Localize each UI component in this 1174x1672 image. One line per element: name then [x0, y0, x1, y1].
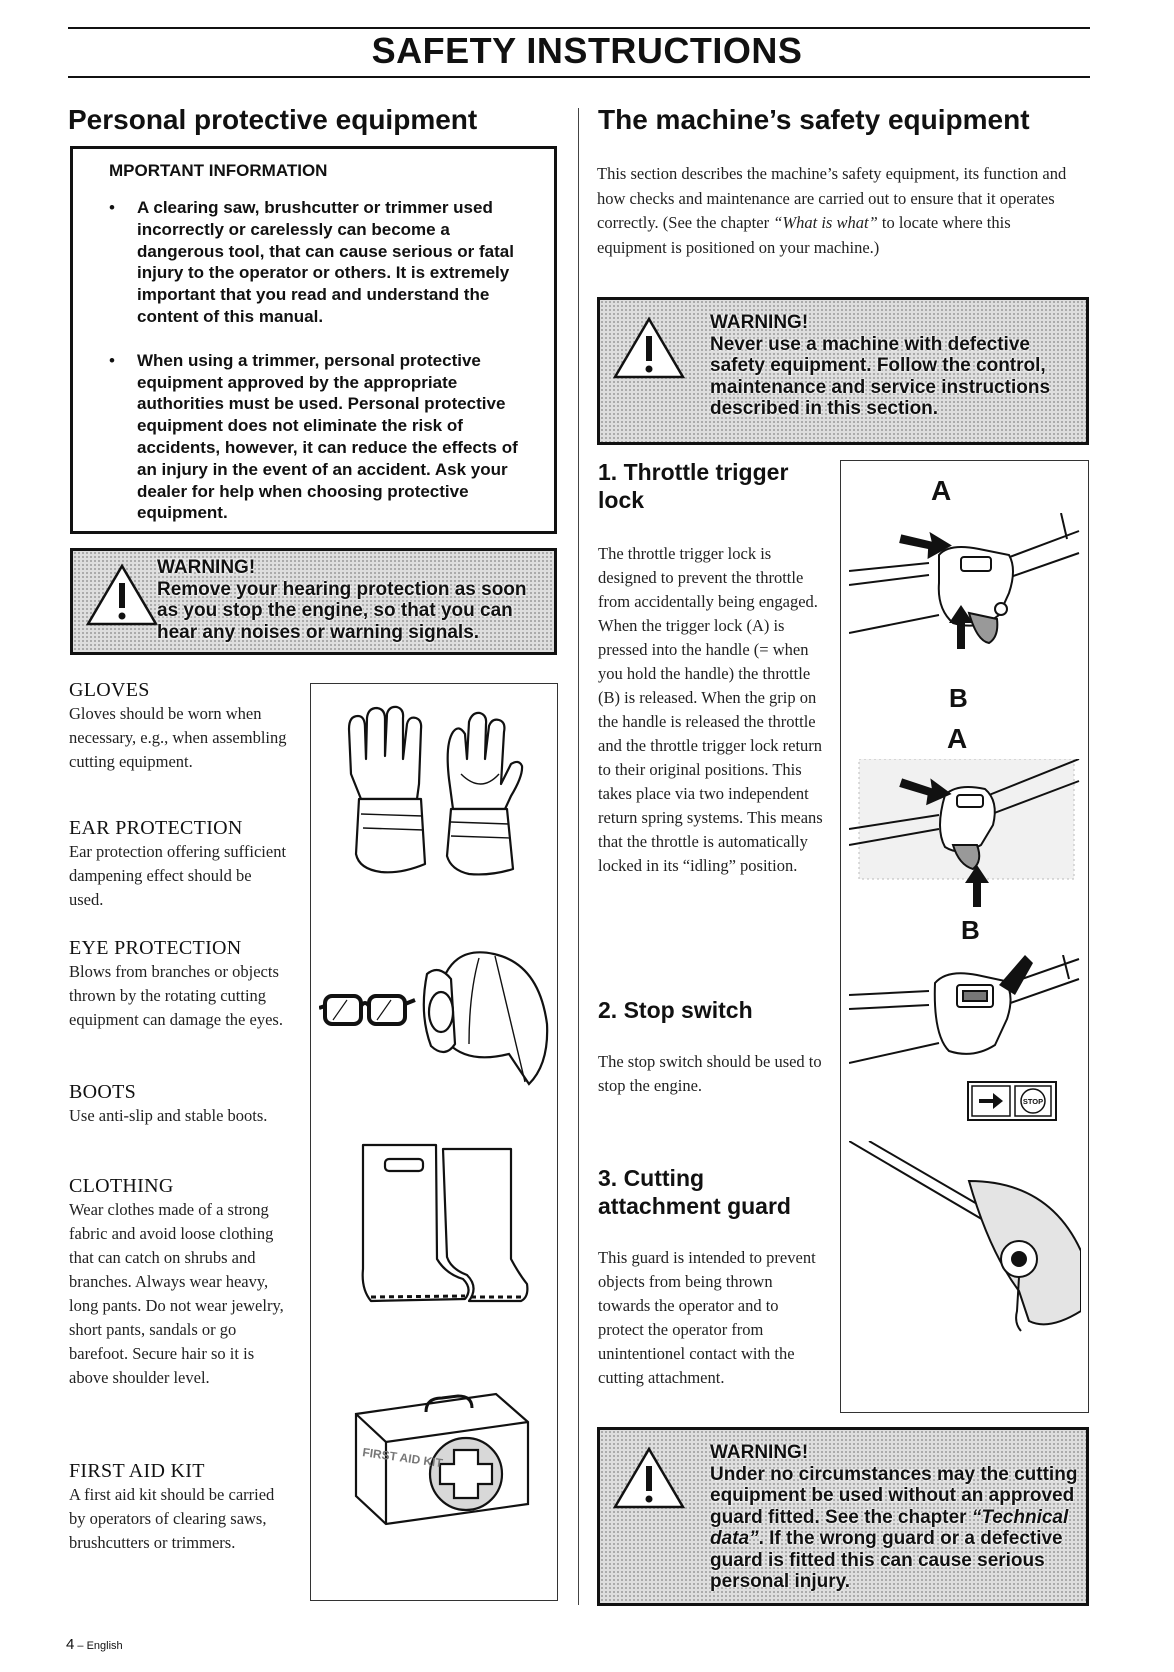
eye-ear-protection-icon	[319, 934, 551, 1099]
ppe-text: Use anti-slip and stable boots.	[69, 1106, 268, 1125]
page-number: 4	[66, 1636, 75, 1653]
boots-icon	[351, 1139, 531, 1309]
important-bullet: • A clearing saw, brushcutter or trimmer used incorrectly or carelessly can become a dangerous tool, that can cause serious or fatal injury to the operator or others. It is extremely important that you read and understand the content of this manual.	[109, 197, 538, 328]
left-heading: Personal protective equipment	[68, 104, 478, 135]
section-throttle-lock-text: The throttle trigger lock is designed to prevent the throttle from accidentally being engaged. When the trigger lock (A) is pressed into the handle (= when you hold the handle) the throttle (B) is released. When the grip on the handle is released the throttle and the throttle trigger lock return to their original positions. This takes place via two independent return spring systems. This means that the throttle is automatically locked in its “idling” position.	[598, 544, 823, 875]
ppe-heading: FIRST AID KIT	[69, 1460, 205, 1482]
ppe-clothing	[69, 1175, 289, 1390]
machine-illustrations-frame	[840, 460, 1089, 1413]
ppe-text: A first aid kit should be carried by operators of clearing saws, brushcutters or trimmers.	[69, 1485, 275, 1552]
section-throttle-lock-heading: 1. Throttle trigger lock	[598, 459, 789, 513]
ppe-text: Ear protection offering sufficient dampening effect should be used.	[69, 842, 287, 909]
header-rule-bottom	[68, 76, 1090, 78]
stop-symbol-icon	[967, 1081, 1057, 1121]
section-guard-heading: 3. Cutting attachment guard	[598, 1165, 791, 1219]
right-heading: The machine’s safety equipment	[598, 104, 1030, 135]
intro-text-end: to locate where this equipment is positioned on your machine.)	[597, 213, 1011, 257]
stop-switch-illustration	[849, 955, 1081, 1085]
header-rule-top	[68, 27, 1090, 29]
page-title: SAFETY INSTRUCTIONS	[371, 30, 803, 71]
intro-chapter-ref: “What is what”	[773, 213, 878, 232]
warning-title: WARNING!	[157, 557, 256, 578]
label-a-top: A	[931, 475, 952, 506]
warning-text-end: . If the wrong guard or a defective guard is fitted this can cause serious personal injury.	[710, 1528, 1063, 1592]
intro-paragraph	[597, 162, 1077, 260]
important-bullet: • When using a trimmer, personal protective equipment approved by the appropriate authorities must be used. Personal protective equipment does not eliminate the risk of accidents, however, it can reduce the effects of an injury in the event of an accident. Ask your dealer for help when choosing protective equipment.	[109, 350, 538, 524]
cutting-guard-illustration	[849, 1141, 1081, 1341]
warning-text	[710, 1464, 1082, 1593]
ppe-ear-protection	[69, 817, 289, 912]
ppe-heading: EAR PROTECTION	[69, 817, 243, 839]
warning-text-start: Under no circumstances may the cutting equipment be used without an approved guard fitted. See the chapter	[710, 1463, 1078, 1528]
ppe-heading: GLOVES	[69, 679, 150, 701]
label-b-top: B	[949, 683, 968, 713]
warning-box-safety-equipment	[597, 297, 1089, 445]
first-aid-kit-icon	[346, 1384, 536, 1534]
throttle-lock-illustration	[849, 513, 1081, 663]
important-info-box	[70, 146, 557, 534]
ppe-illustrations-frame	[310, 683, 558, 1601]
warning-box-cutting-guard	[597, 1427, 1089, 1606]
important-title: MPORTANT INFORMATION	[109, 161, 328, 180]
throttle-pressed-illustration	[849, 759, 1081, 909]
warning-triangle-icon	[612, 316, 686, 380]
ppe-text: Wear clothes made of a strong fabric and avoid loose clothing that can catch on shrubs and branches. Always wear heavy, long pants. Do not wear jewelry, short pants, sandals or go barefoot. Secure hair so it is above shoulder level.	[69, 1200, 284, 1387]
ppe-eye-protection	[69, 937, 289, 1032]
warning-title: WARNING!	[710, 312, 809, 333]
ppe-heading: BOOTS	[69, 1081, 137, 1103]
label-b-middle: B	[961, 915, 980, 945]
first-aid-kit-label: FIRST AID KIT	[361, 1445, 444, 1471]
gloves-icon	[341, 704, 531, 879]
technical-data-ref: “Technical data”	[710, 1506, 1069, 1549]
column-divider	[578, 108, 579, 1605]
ppe-heading: EYE PROTECTION	[69, 937, 242, 959]
ppe-first-aid-kit	[69, 1460, 289, 1555]
intro-text: This section describes the machine’s safety equipment, its function and how checks and maintenance are carried out to ensure that it operates correctly. (See the chapter	[597, 164, 1067, 232]
warning-text: Never use a machine with defective safety equipment. Follow the control, maintenance and service instructions described in this section.	[710, 333, 1051, 419]
ppe-heading: CLOTHING	[69, 1175, 174, 1197]
stop-label: STOP	[1022, 1097, 1044, 1106]
label-a-middle: A	[947, 723, 968, 754]
warning-box-hearing	[70, 548, 557, 655]
warning-text: Remove your hearing protection as soon as you stop the engine, so that you can hear any noises or warning signals.	[157, 578, 527, 643]
section-stop-switch-heading: 2. Stop switch	[598, 997, 753, 1023]
ppe-text: Gloves should be worn when necessary, e.g., when assembling cutting equipment.	[69, 704, 287, 771]
ppe-text: Blows from branches or objects thrown by the rotating cutting equipment can damage the eyes.	[69, 962, 283, 1029]
warning-triangle-icon	[85, 563, 159, 627]
page-footer	[66, 1636, 123, 1653]
ppe-boots	[69, 1081, 289, 1128]
warning-triangle-icon	[612, 1446, 686, 1510]
section-guard-text: This guard is intended to prevent objects from being thrown towards the operator and to protect the operator from unintentionel contact with the cutting attachment.	[598, 1248, 816, 1387]
ppe-gloves	[69, 679, 289, 774]
warning-title: WARNING!	[710, 1442, 809, 1463]
footer-language: – English	[74, 1640, 123, 1652]
section-stop-switch-text: The stop switch should be used to stop the engine.	[598, 1052, 822, 1095]
